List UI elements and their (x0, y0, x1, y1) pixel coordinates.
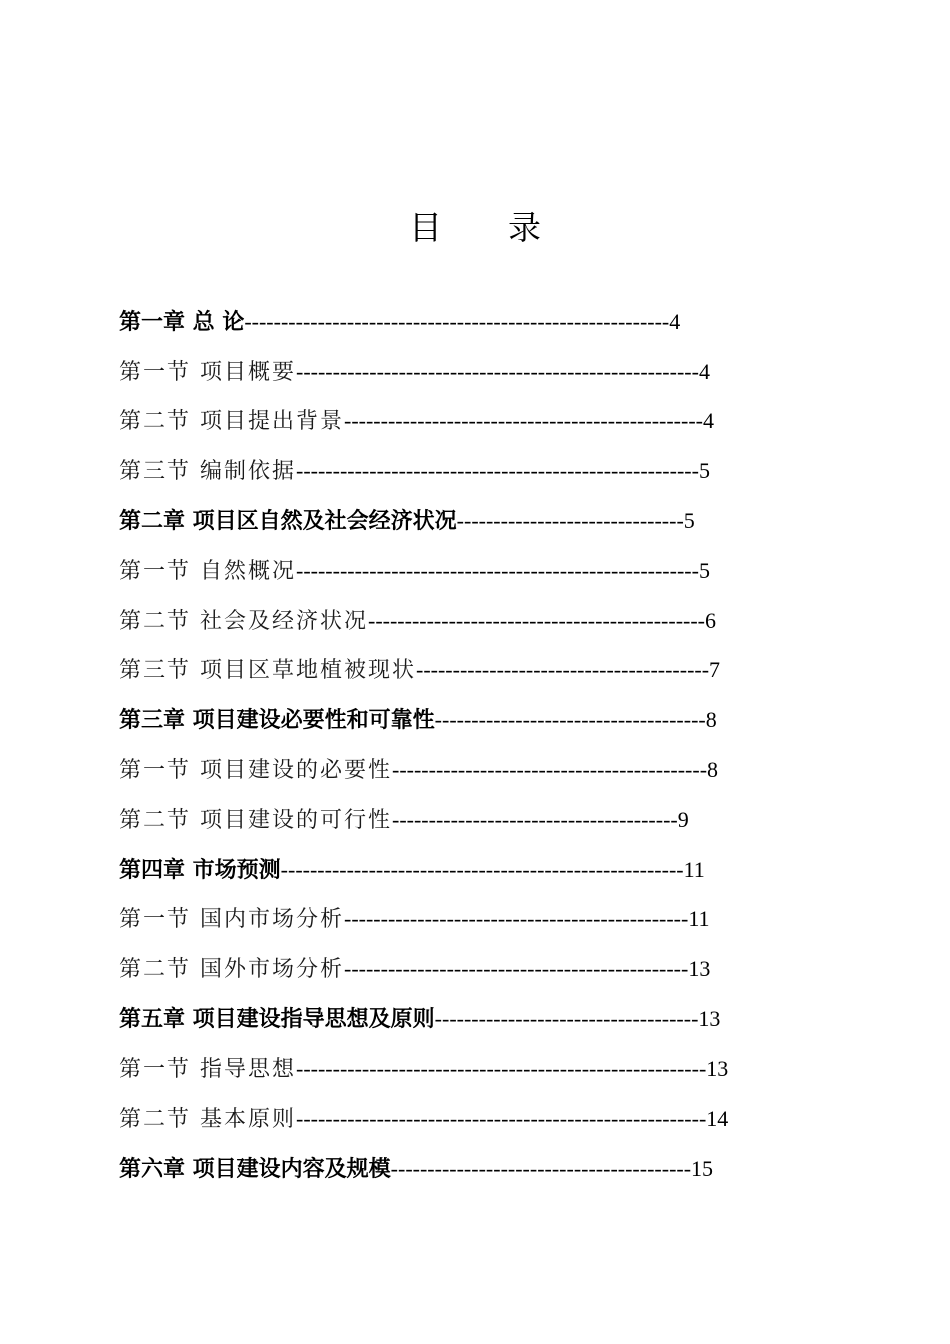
toc-entry-label: 第一节 指导思想 (119, 1057, 296, 1082)
toc-page-number: 11 (683, 857, 705, 882)
toc-leader: ---------------------------------------- (416, 657, 710, 682)
toc-page-number: 5 (698, 558, 710, 583)
toc-entry-label: 第一节 项目建设的必要性 (119, 758, 392, 783)
toc-entry-label: 第三章 项目建设必要性和可靠性 (119, 707, 435, 733)
toc-entry-chapter-2[interactable] (119, 506, 695, 536)
toc-entry-section[interactable] (119, 1054, 728, 1084)
toc-entry-chapter-4[interactable] (119, 855, 705, 885)
toc-leader: ------------------------------------ (434, 1006, 699, 1031)
toc-entry-section[interactable] (119, 904, 710, 934)
toc-entry-label: 第二节 基本原则 (119, 1107, 296, 1132)
title-char-1: 目 (409, 208, 442, 247)
toc-page-number: 13 (698, 1006, 721, 1031)
toc-leader: -------------------------------------------------------- (296, 1056, 707, 1081)
toc-leader: ---------------------------------------------- (368, 608, 706, 633)
toc-leader: ------------------------------------------------------- (296, 558, 699, 583)
toc-page-number: 5 (698, 458, 710, 483)
title-char-2: 录 (508, 208, 541, 247)
toc-entry-label: 第四章 市场预测 (119, 857, 281, 883)
toc-leader: ------------------------------------------------------- (296, 458, 699, 483)
toc-entry-chapter-3[interactable] (119, 705, 717, 735)
toc-entry-chapter-1[interactable] (119, 307, 680, 337)
toc-leader: ----------------------------------------- (390, 1156, 692, 1181)
toc-entry-label: 第二节 国外市场分析 (119, 957, 344, 982)
toc-page-number: 7 (709, 657, 721, 682)
toc-entry-section[interactable] (119, 954, 710, 984)
toc-entry-section[interactable] (119, 406, 714, 436)
toc-entry-section[interactable] (119, 357, 710, 387)
toc-entry-section[interactable] (119, 556, 710, 586)
toc-leader: ------------------------------------------------------- (296, 359, 699, 384)
toc-entry-section[interactable] (119, 655, 720, 685)
toc-entry-label: 第五章 项目建设指导思想及原则 (119, 1006, 435, 1032)
toc-leader: ---------------------------------------------------------- (244, 309, 670, 334)
toc-page-number: 4 (669, 309, 681, 334)
toc-entry-label: 第二节 社会及经济状况 (119, 609, 368, 634)
toc-leader: ------------------------------------------------- (344, 408, 703, 433)
toc-leader: ------------------------------------------------------- (280, 857, 684, 882)
toc-page-number: 14 (706, 1106, 729, 1131)
toc-entry-label: 第三节 编制依据 (119, 459, 296, 484)
toc-entry-section[interactable] (119, 1104, 728, 1134)
toc-leader: --------------------------------------- (392, 807, 678, 832)
toc-entry-label: 第三节 项目区草地植被现状 (119, 658, 416, 683)
toc-entry-section[interactable] (119, 755, 718, 785)
toc-entry-label: 第一节 项目概要 (119, 360, 296, 385)
toc-page-number: 4 (702, 408, 714, 433)
toc-leader: ----------------------------------------------- (344, 956, 689, 981)
toc-entry-label: 第二章 项目区自然及社会经济状况 (119, 508, 457, 534)
toc-entry-section[interactable] (119, 456, 710, 486)
toc-page-number: 8 (707, 757, 719, 782)
toc-page-number: 15 (691, 1156, 714, 1181)
toc-entry-label: 第一章 总 论 (119, 309, 245, 335)
toc-entry-chapter-6[interactable] (119, 1154, 713, 1184)
toc-leader: ------------------------------- (456, 508, 684, 533)
toc-page-number: 13 (688, 956, 711, 981)
toc-entry-label: 第二节 项目提出背景 (119, 409, 344, 434)
toc-leader: ----------------------------------------------- (344, 906, 689, 931)
toc-leader: ------------------------------------- (434, 707, 706, 732)
toc-page-number: 6 (705, 608, 717, 633)
toc-page-number: 8 (705, 707, 717, 732)
toc-entry-label: 第一节 自然概况 (119, 559, 296, 584)
toc-entry-label: 第二节 项目建设的可行性 (119, 808, 392, 833)
toc-leader: ------------------------------------------- (392, 757, 708, 782)
toc-page-number: 4 (698, 359, 710, 384)
toc-entry-section[interactable] (119, 805, 689, 835)
toc-entry-chapter-5[interactable] (119, 1004, 720, 1034)
toc-entry-label: 第一节 国内市场分析 (119, 907, 344, 932)
toc-page-number: 11 (688, 906, 710, 931)
toc-leader: -------------------------------------------------------- (296, 1106, 707, 1131)
toc-entry-label: 第六章 项目建设内容及规模 (119, 1156, 391, 1182)
toc-page-number: 13 (706, 1056, 729, 1081)
page-title (0, 202, 950, 249)
toc-page-number: 5 (683, 508, 695, 533)
toc-page-number: 9 (677, 807, 689, 832)
toc-entry-section[interactable] (119, 606, 716, 636)
